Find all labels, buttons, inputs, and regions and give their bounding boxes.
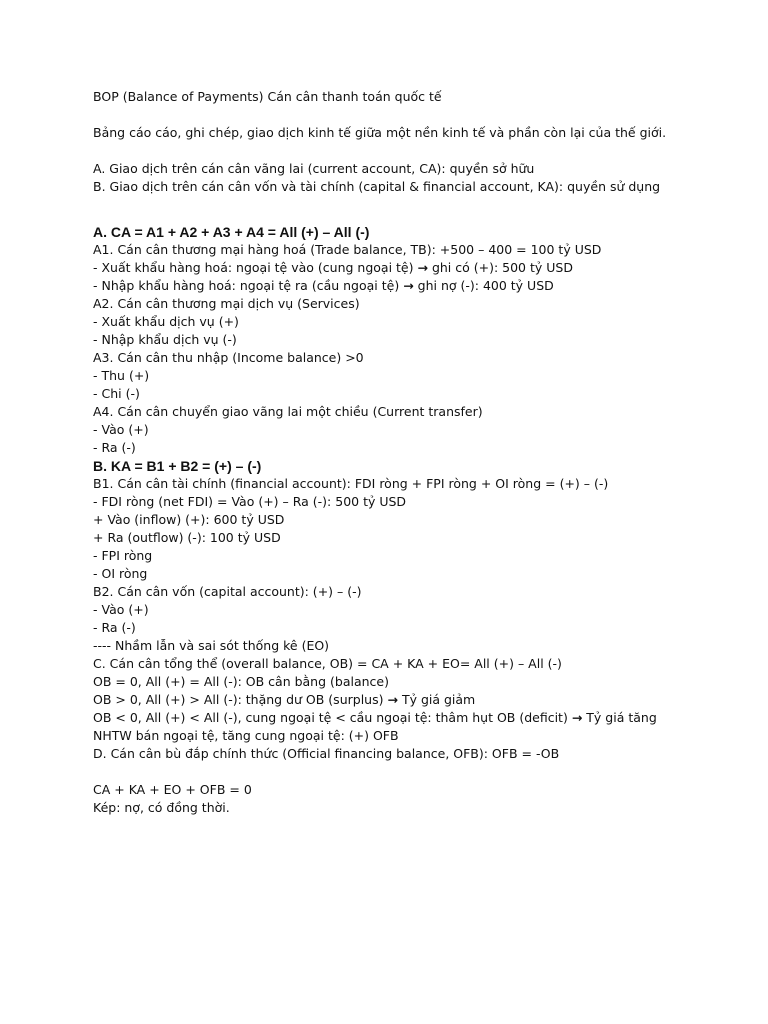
- kep-line: Kép: nợ, có đồng thời.: [93, 800, 230, 815]
- c-positive-line: [93, 691, 733, 709]
- c-negative-pre: OB < 0, All (+) < All (-), cung ngoại tệ < cầu ngoại tệ: thâm hụt OB (deficit): [93, 710, 568, 725]
- eo-line: ---- Nhầm lẫn và sai sót thống kê (EO): [93, 638, 330, 653]
- a2-export: - Xuất khẩu dịch vụ (+): [93, 314, 239, 329]
- identity-line: CA + KA + EO + OFB = 0: [93, 782, 252, 797]
- b1-oi: - OI ròng: [93, 566, 148, 581]
- c-positive-post: Tỷ giá giảm: [401, 692, 476, 707]
- c-negative-line: [93, 709, 733, 727]
- right-arrow-icon: →: [403, 278, 414, 293]
- doc-title: BOP (Balance of Payments) Cán cân thanh toán quốc tế: [93, 89, 442, 104]
- b2-out: - Ra (-): [93, 620, 136, 635]
- b1-outflow: + Ra (outflow) (-): 100 tỷ USD: [93, 530, 281, 545]
- a1-import-line: [93, 277, 733, 295]
- a2-import: - Nhập khẩu dịch vụ (-): [93, 332, 237, 347]
- a1-line: A1. Cán cân thương mại hàng hoá (Trade balance, TB): +500 – 400 = 100 tỷ USD: [93, 242, 602, 257]
- c-zero: OB = 0, All (+) = All (-): OB cân bằng (balance): [93, 674, 389, 689]
- a3-out: - Chi (-): [93, 386, 140, 401]
- c-negative-post: Tỷ giá tăng: [586, 710, 657, 725]
- a3-in: - Thu (+): [93, 368, 150, 383]
- right-arrow-icon: →: [571, 710, 583, 725]
- c-line: C. Cán cân tổng thể (overall balance, OB) = CA + KA + EO= All (+) – All (-): [93, 656, 562, 671]
- a1-export-post: ghi có (+): 500 tỷ USD: [431, 260, 573, 275]
- a4-out: - Ra (-): [93, 440, 136, 455]
- b1-inflow: + Vào (inflow) (+): 600 tỷ USD: [93, 512, 285, 527]
- a1-import-pre: - Nhập khẩu hàng hoá: ngoại tệ ra (cầu ngoại tệ): [93, 278, 400, 293]
- a1-export-line: [93, 259, 733, 277]
- intro-a: A. Giao dịch trên cán cân vãng lai (current account, CA): quyền sở hữu: [93, 161, 535, 176]
- c-nhtw: NHTW bán ngoại tệ, tăng cung ngoại tệ: (+) OFB: [93, 728, 399, 743]
- a2-line: A2. Cán cân thương mại dịch vụ (Services): [93, 296, 360, 311]
- right-arrow-icon: →: [387, 692, 398, 707]
- a1-export-pre: - Xuất khẩu hàng hoá: ngoại tệ vào (cung ngoại tệ): [93, 260, 414, 275]
- intro-b: B. Giao dịch trên cán cân vốn và tài chính (capital & financial account, KA): quyền sử dụng: [93, 179, 661, 194]
- a1-import-post: ghi nợ (-): 400 tỷ USD: [417, 278, 554, 293]
- d-line: D. Cán cân bù đắp chính thức (Official financing balance, OFB): OFB = -OB: [93, 746, 560, 761]
- a4-in: - Vào (+): [93, 422, 149, 437]
- c-positive-pre: OB > 0, All (+) > All (-): thặng dư OB (surplus): [93, 692, 384, 707]
- a3-line: A3. Cán cân thu nhập (Income balance) >0: [93, 350, 364, 365]
- b2-in: - Vào (+): [93, 602, 149, 617]
- right-arrow-icon: →: [417, 260, 428, 275]
- b1-fpi: - FPI ròng: [93, 548, 153, 563]
- document-page: [93, 88, 733, 817]
- definition-text: Bảng cáo cáo, ghi chép, giao dịch kinh tế giữa một nền kinh tế và phần còn lại của thế giới.: [93, 125, 667, 140]
- heading-b: B. KA = B1 + B2 = (+) – (-): [93, 458, 262, 474]
- b2-line: B2. Cán cân vốn (capital account): (+) – (-): [93, 584, 362, 599]
- b1-line: B1. Cán cân tài chính (financial account): FDI ròng + FPI ròng + OI ròng = (+) – (-): [93, 476, 609, 491]
- a4-line: A4. Cán cân chuyển giao vãng lai một chiều (Current transfer): [93, 404, 483, 419]
- heading-a: A. CA = A1 + A2 + A3 + A4 = All (+) – All (-): [93, 224, 370, 240]
- b1-fdi: - FDI ròng (net FDI) = Vào (+) – Ra (-): 500 tỷ USD: [93, 494, 407, 509]
